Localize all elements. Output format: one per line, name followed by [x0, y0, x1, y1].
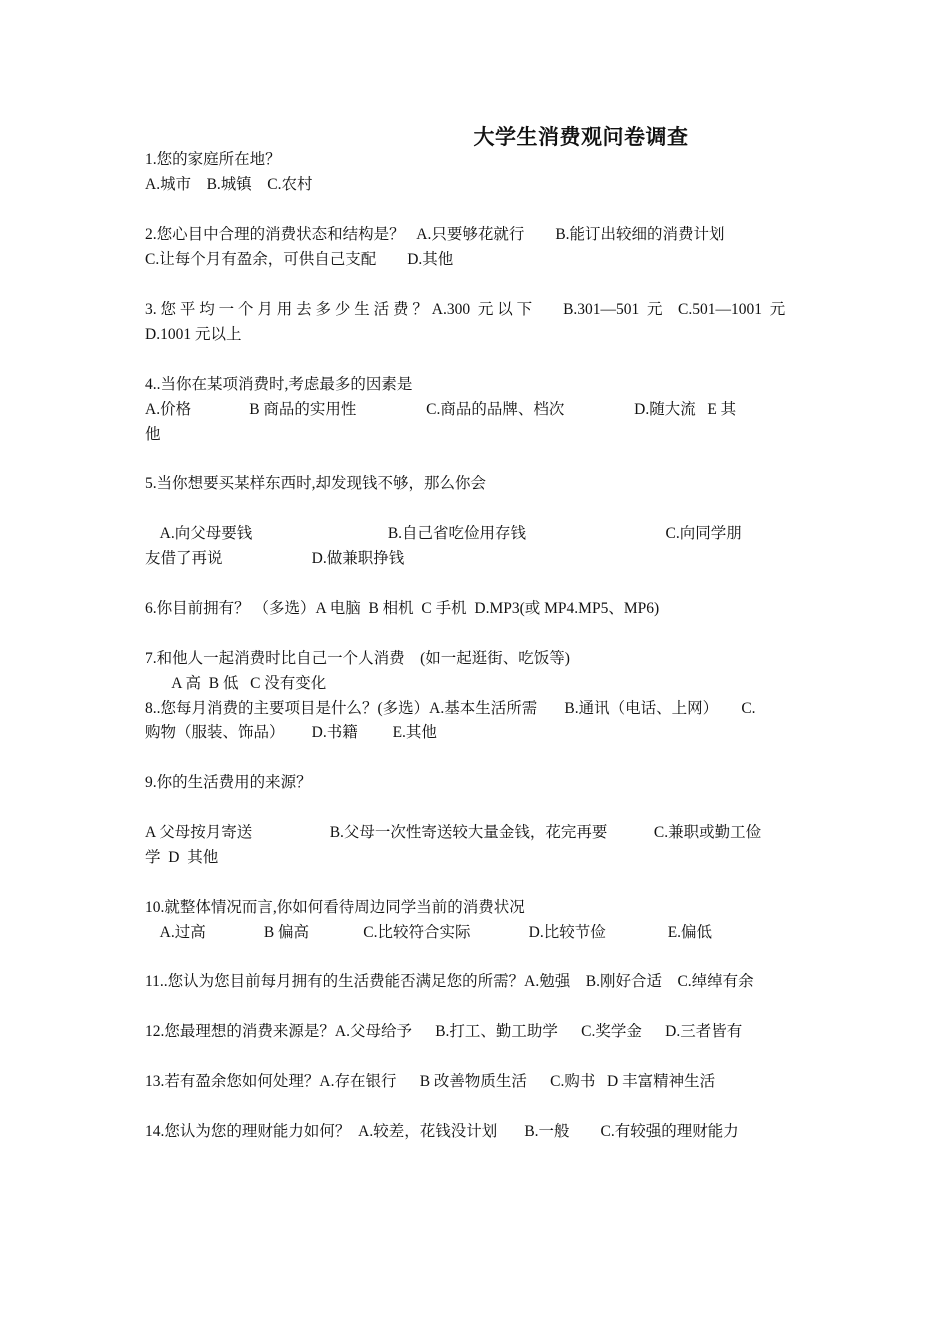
question-1: 1.您的家庭所在地？	[145, 151, 281, 168]
question-3: 3. 您 平 均 一 个 月 用 去 多 少 生 活 费 ？ A.300 元 以 下 B.301—501 元 C.501—1001 元	[145, 301, 786, 318]
question-5-options-cont: 友借了再说 D.做兼职挣钱	[145, 550, 405, 567]
question-12: 12.您最理想的消费来源是？A.父母给予 B.打工、勤工助学 C.奖学金 D.三者皆有	[145, 1023, 743, 1040]
question-2-options: C.让每个月有盈余，可供自己支配 D.其他	[145, 251, 454, 268]
question-6: 6.你目前拥有？ （多选）A 电脑 B 相机 C 手机 D.MP3(或 MP4.MP5、MP6)	[145, 600, 660, 617]
question-11: 11..您认为您目前每月拥有的生活费能否满足您的所需？A.勉强 B.刚好合适 C.绰绰有余	[145, 973, 754, 990]
question-7-options: A 高 B 低 C 没有变化	[145, 675, 327, 692]
question-10-options: A.过高 B 偏高 C.比较符合实际 D.比较节俭 E.偏低	[145, 924, 713, 941]
question-4: 4..当你在某项消费时,考虑最多的因素是	[145, 376, 413, 393]
question-9-options: A 父母按月寄送 B.父母一次性寄送较大量金钱，花完再要 C.兼职或勤工俭	[145, 824, 762, 841]
question-8: 8..您每月消费的主要项目是什么？(多选）A.基本生活所需 B.通讯（电话、上网） C.	[145, 700, 756, 717]
question-1-options: A.城市 B.城镇 C.农村	[145, 176, 313, 193]
question-5-options: A.向父母要钱 B.自己省吃俭用存钱 C.向同学朋	[145, 525, 742, 542]
question-2: 2.您心目中合理的消费状态和结构是？ A.只要够花就行 B.能订出较细的消费计划	[145, 226, 725, 243]
question-3-options: D.1001 元以上	[145, 326, 242, 343]
question-10: 10.就整体情况而言,你如何看待周边同学当前的消费状况	[145, 899, 525, 916]
question-8-options-cont: 购物（服装、饰品） D.书籍 E.其他	[145, 724, 437, 741]
question-4-options-cont: 他	[145, 426, 161, 443]
question-9-options-cont: 学 D 其他	[145, 849, 219, 866]
document-title: 大学生消费观问卷调查	[473, 125, 689, 149]
question-5: 5.当你想要买某样东西时,却发现钱不够，那么你会	[145, 475, 487, 492]
question-13: 13.若有盈余您如何处理？A.存在银行 B 改善物质生活 C.购书 D 丰富精神生活	[145, 1073, 716, 1090]
question-14: 14.您认为您的理财能力如何？ A.较差，花钱没计划 B.一般 C.有较强的理财能力	[145, 1123, 739, 1140]
question-4-options: A.价格 B 商品的实用性 C.商品的品牌、档次 D.随大流 E 其	[145, 401, 737, 418]
question-9: 9.你的生活费用的来源？	[145, 774, 312, 791]
question-7: 7.和他人一起消费时比自己一个人消费 (如一起逛街、吃饭等)	[145, 650, 570, 667]
